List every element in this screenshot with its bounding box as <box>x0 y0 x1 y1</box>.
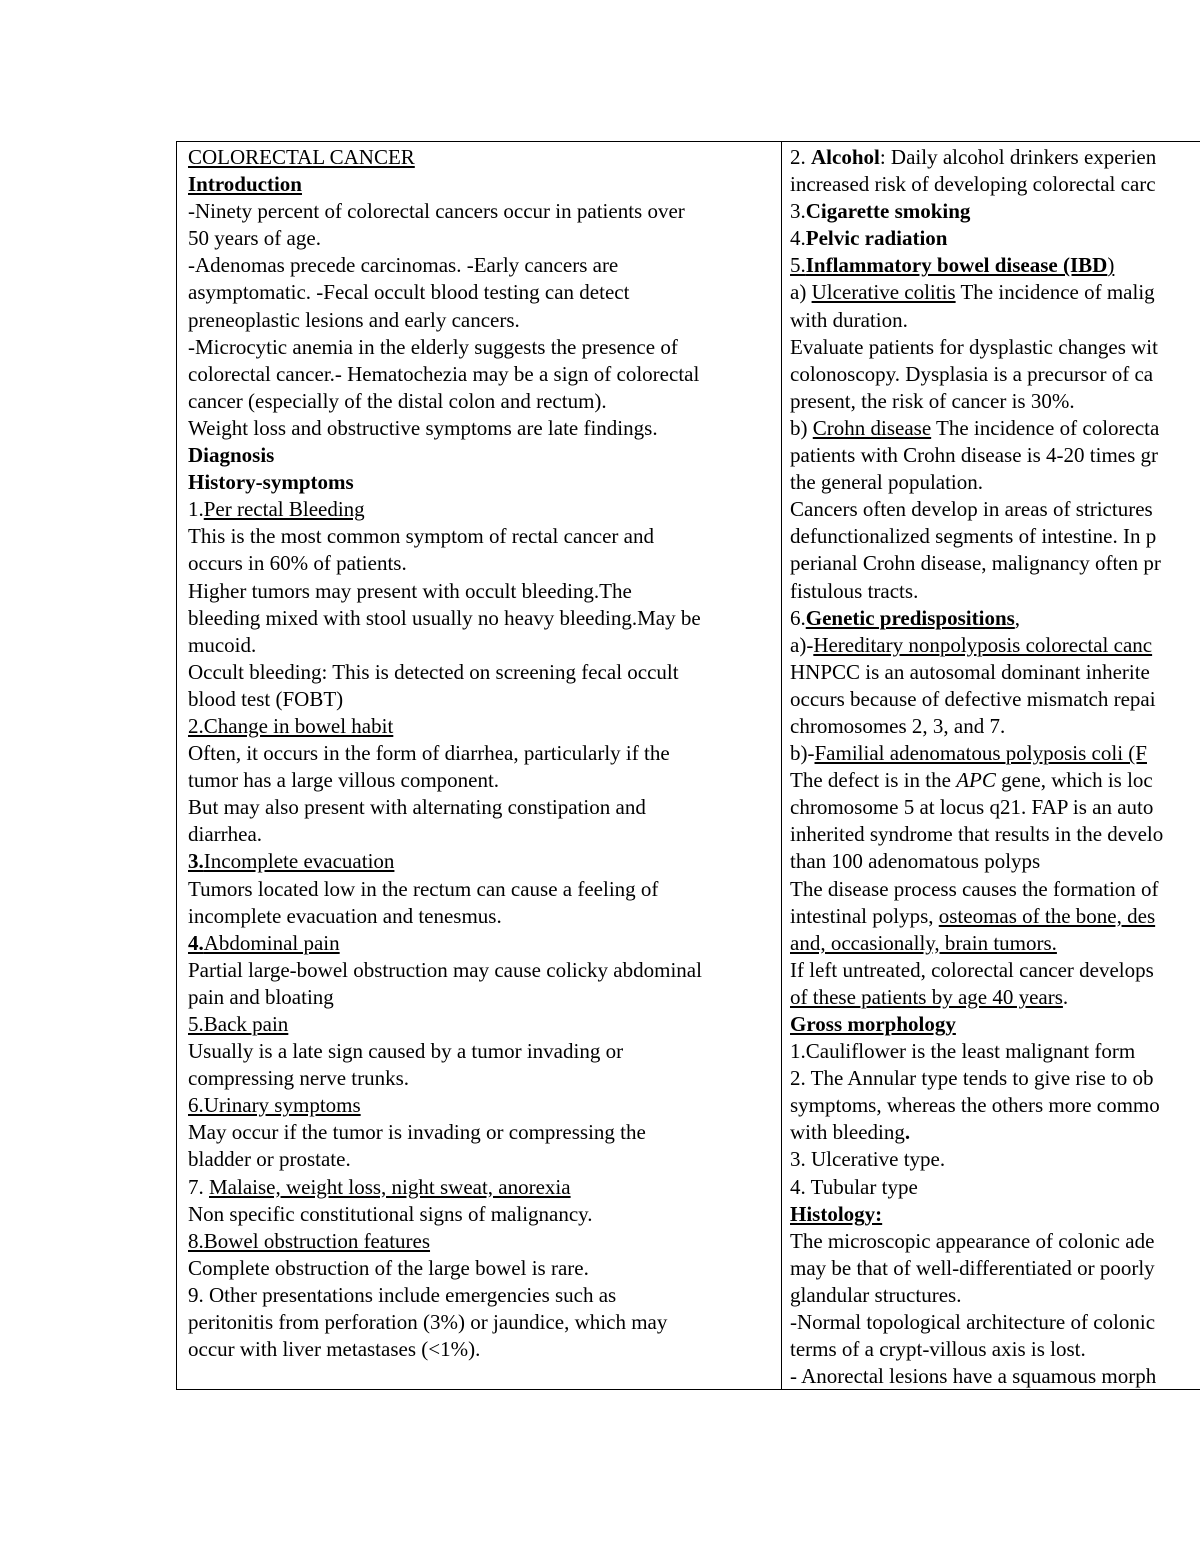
text-line <box>188 1011 702 1038</box>
text-run: than 100 adenomatous polyps <box>790 849 1041 874</box>
text-run: 3. <box>188 849 204 874</box>
text-run: intestinal polyps, <box>790 903 939 928</box>
text-line <box>790 144 1163 171</box>
text-run: Abdominal pain <box>203 930 340 955</box>
text-line <box>790 1146 1163 1173</box>
text-run: May occur if the tumor is invading or compressing the <box>188 1120 646 1145</box>
text-run: APC <box>956 768 996 793</box>
text-run: -Ninety percent of colorectal cancers occur in patients over <box>188 199 685 224</box>
text-line <box>790 415 1163 442</box>
text-run: and, occasionally, brain tumors. <box>790 930 1057 955</box>
text-run: 1.Cauliflower is the least malignant form <box>790 1039 1136 1064</box>
text-run: Malaise, weight loss, night sweat, anorexia <box>209 1174 571 1199</box>
text-run: occurs because of defective mismatch repai <box>790 686 1156 711</box>
text-run: occurs in 60% of patients. <box>188 551 407 576</box>
text-line <box>188 1201 702 1228</box>
text-run: 7. <box>188 1174 209 1199</box>
text-line <box>188 225 702 252</box>
text-run: 9. Other presentations include emergencies such as <box>188 1282 617 1307</box>
text-run: symptoms, whereas the others more commo <box>790 1093 1160 1118</box>
text-run: 4. Tubular type <box>790 1174 918 1199</box>
text-run: This is the most common symptom of rectal cancer and <box>188 524 654 549</box>
text-line <box>188 334 702 361</box>
text-run: Genetic predispositions <box>805 605 1015 630</box>
text-run: Complete obstruction of the large bowel is rare. <box>188 1255 589 1280</box>
text-line <box>188 740 702 767</box>
text-run: , <box>1014 605 1021 630</box>
text-run: 3. <box>790 199 806 224</box>
text-run: may be that of well-differentiated or poorly <box>790 1255 1155 1280</box>
text-run: with duration. <box>790 307 908 332</box>
text-line <box>188 496 702 523</box>
text-run: increased risk of developing colorectal carc <box>790 172 1156 197</box>
text-line <box>790 198 1163 225</box>
text-run: compressing nerve trunks. <box>188 1066 410 1091</box>
text-line <box>790 1309 1163 1336</box>
text-line <box>790 1228 1163 1255</box>
text-line <box>188 713 702 740</box>
text-run: Higher tumors may present with occult bleeding.The <box>188 578 632 603</box>
text-run: tumor has a large villous component. <box>188 768 500 793</box>
text-line <box>188 984 702 1011</box>
text-run: 6.Urinary symptoms <box>188 1093 361 1118</box>
text-line <box>790 876 1163 903</box>
text-line <box>188 632 702 659</box>
text-line <box>790 496 1163 523</box>
text-line <box>790 821 1163 848</box>
text-run: . <box>904 1120 911 1145</box>
text-run: Alcohol <box>811 145 880 169</box>
text-run: Histology: <box>790 1201 883 1226</box>
text-line <box>790 1255 1163 1282</box>
text-line <box>188 686 702 713</box>
text-run: 4. <box>790 226 806 251</box>
text-line <box>188 307 702 334</box>
text-line <box>188 1228 702 1255</box>
text-run: If left untreated, colorectal cancer develops <box>790 957 1154 982</box>
text-run: diarrhea. <box>188 822 263 847</box>
text-line <box>790 1336 1163 1363</box>
text-line <box>790 550 1163 577</box>
text-run: The incidence of malig <box>955 280 1155 305</box>
text-run: peritonitis from perforation (3%) or jaundice, which may <box>188 1310 668 1335</box>
text-line <box>188 550 702 577</box>
text-line <box>790 1174 1163 1201</box>
text-run: b)- <box>790 741 815 766</box>
text-run: preneoplastic lesions and early cancers. <box>188 307 520 332</box>
text-run: terms of a crypt-villous axis is lost. <box>790 1337 1086 1362</box>
text-run: colonoscopy. Dysplasia is a precursor of ca <box>790 361 1154 386</box>
text-run: present, the risk of cancer is 30%. <box>790 388 1075 413</box>
text-line <box>188 361 702 388</box>
text-line <box>790 334 1163 361</box>
text-run: Tumors located low in the rectum can cause a feeling of <box>188 876 659 901</box>
text-line <box>188 1255 702 1282</box>
text-line <box>188 388 702 415</box>
text-run: asymptomatic. -Fecal occult blood testing can detect <box>188 280 630 305</box>
text-line <box>188 659 702 686</box>
text-line <box>790 713 1163 740</box>
text-run: COLORECTAL CANCER <box>188 145 415 169</box>
text-run: colorectal cancer.- Hematochezia may be a sign of colorectal <box>188 361 700 386</box>
text-run: Usually is a late sign caused by a tumor invading or <box>188 1039 624 1064</box>
text-run: glandular structures. <box>790 1282 962 1307</box>
left-column-text <box>188 144 702 1363</box>
text-run: 2. <box>790 145 811 169</box>
text-run: 4. <box>188 930 204 955</box>
text-run: the general population. <box>790 470 984 495</box>
text-run: Incomplete evacuation <box>203 849 395 874</box>
text-run: The microscopic appearance of colonic ade <box>790 1228 1155 1253</box>
text-run: : Daily alcohol drinkers experien <box>879 145 1157 169</box>
text-line <box>188 848 702 875</box>
text-line <box>188 1038 702 1065</box>
text-line <box>188 876 702 903</box>
text-line <box>790 1092 1163 1119</box>
text-line <box>790 848 1163 875</box>
text-run: -Microcytic anemia in the elderly suggests the presence of <box>188 334 678 359</box>
text-line <box>188 903 702 930</box>
text-run: Evaluate patients for dysplastic changes wit <box>790 334 1158 359</box>
text-line <box>188 1065 702 1092</box>
text-run: -Normal topological architecture of colonic <box>790 1310 1156 1335</box>
text-line <box>790 361 1163 388</box>
text-line <box>188 767 702 794</box>
text-line <box>188 1174 702 1201</box>
text-line <box>188 821 702 848</box>
text-run: HNPCC is an autosomal dominant inherite <box>790 659 1150 684</box>
text-run: Per rectal Bleeding <box>203 497 365 522</box>
text-line <box>790 1038 1163 1065</box>
text-line <box>188 1282 702 1309</box>
text-run: Weight loss and obstructive symptoms are late findings. <box>188 415 658 440</box>
text-line <box>790 578 1163 605</box>
text-line <box>188 1119 702 1146</box>
text-run: -Adenomas precede carcinomas. -Early cancers are <box>188 253 619 278</box>
text-run: The incidence of colorecta <box>931 415 1160 440</box>
text-line <box>188 415 702 442</box>
text-run: of these patients by age 40 years <box>790 984 1063 1009</box>
text-run: 6. <box>790 605 806 630</box>
text-line <box>188 442 702 469</box>
text-line <box>188 469 702 496</box>
text-line <box>188 144 702 171</box>
text-line <box>790 388 1163 415</box>
text-line <box>790 957 1163 984</box>
text-line <box>188 930 702 957</box>
text-line <box>790 1119 1163 1146</box>
text-run: - Anorectal lesions have a squamous morph <box>790 1364 1157 1389</box>
text-line <box>790 740 1163 767</box>
text-run: inherited syndrome that results in the develo <box>790 822 1164 847</box>
text-run: perianal Crohn disease, malignancy often pr <box>790 551 1161 576</box>
text-run: Partial large-bowel obstruction may cause colicky abdominal <box>188 957 702 982</box>
text-run: bladder or prostate. <box>188 1147 351 1172</box>
text-run: patients with Crohn disease is 4-20 times gr <box>790 443 1159 468</box>
text-line <box>790 1282 1163 1309</box>
text-line <box>790 171 1163 198</box>
text-line <box>790 903 1163 930</box>
text-run: 2.Change in bowel habit <box>188 713 394 738</box>
text-line <box>790 632 1163 659</box>
left-column <box>176 142 782 1389</box>
text-run: mucoid. <box>188 632 257 657</box>
text-line <box>188 198 702 225</box>
text-run: with bleeding <box>790 1120 905 1145</box>
text-line <box>790 225 1163 252</box>
text-run: Familial adenomatous polyposis coli (F <box>814 741 1147 766</box>
text-line <box>188 605 702 632</box>
text-run: Diagnosis <box>188 443 275 468</box>
text-run: a)- <box>790 632 814 657</box>
text-run: 1. <box>188 497 204 522</box>
text-run: defunctionalized segments of intestine. In p <box>790 524 1157 549</box>
text-run: occur with liver metastases (<1%). <box>188 1337 481 1362</box>
text-run: . <box>1062 984 1069 1009</box>
text-line <box>790 605 1163 632</box>
text-run: pain and bloating <box>188 984 334 1009</box>
text-line <box>790 930 1163 957</box>
text-run: blood test (FOBT) <box>188 686 344 711</box>
text-line <box>790 442 1163 469</box>
text-line <box>790 767 1163 794</box>
text-run: Crohn disease <box>812 415 932 440</box>
text-run: Non specific constitutional signs of malignancy. <box>188 1201 593 1226</box>
text-run: ) <box>1107 253 1115 278</box>
text-run: Occult bleeding: This is detected on screening fecal occult <box>188 659 679 684</box>
text-run: The disease process causes the formation of <box>790 876 1159 901</box>
text-line <box>188 171 702 198</box>
right-column <box>781 142 1200 1389</box>
text-run: Inflammatory bowel disease (IBD <box>805 253 1108 278</box>
text-run: a) <box>790 280 812 305</box>
right-column-text <box>790 144 1163 1390</box>
text-run: osteomas of the bone, des <box>938 903 1156 928</box>
text-run: The defect is in the <box>790 768 957 793</box>
text-run: 8.Bowel obstruction features <box>188 1228 431 1253</box>
text-line <box>188 1092 702 1119</box>
text-line <box>188 523 702 550</box>
text-line <box>790 1363 1163 1390</box>
text-run: bleeding mixed with stool usually no heavy bleeding.May be <box>188 605 701 630</box>
text-run: chromosome 5 at locus q21. FAP is an auto <box>790 795 1154 820</box>
text-line <box>188 578 702 605</box>
text-run: gene, which is loc <box>995 768 1153 793</box>
text-line <box>790 984 1163 1011</box>
text-line <box>790 279 1163 306</box>
text-run: Cancers often develop in areas of strictures <box>790 497 1153 522</box>
text-line <box>790 523 1163 550</box>
text-run: Introduction <box>188 172 302 197</box>
text-line <box>790 469 1163 496</box>
text-run: Cigarette smoking <box>805 199 971 224</box>
text-run: Pelvic radiation <box>805 226 948 251</box>
text-run: 50 years of age. <box>188 226 321 251</box>
text-line <box>790 659 1163 686</box>
text-run: Gross morphology <box>790 1012 956 1036</box>
text-run: Often, it occurs in the form of diarrhea, particularly if the <box>188 741 670 766</box>
text-line <box>188 1336 702 1363</box>
text-line <box>790 252 1163 279</box>
text-run: 3. Ulcerative type. <box>790 1147 946 1172</box>
text-run: Ulcerative colitis <box>811 280 956 305</box>
text-run: incomplete evacuation and tenesmus. <box>188 903 502 928</box>
document-table <box>176 141 1200 1390</box>
text-line <box>188 1146 702 1173</box>
text-line <box>790 794 1163 821</box>
text-line <box>188 1309 702 1336</box>
text-run: 5.Back pain <box>188 1012 289 1036</box>
text-line <box>790 1065 1163 1092</box>
text-run: cancer (especially of the distal colon and rectum). <box>188 388 607 413</box>
text-line <box>188 252 702 279</box>
text-run: 2. The Annular type tends to give rise to ob <box>790 1066 1154 1091</box>
text-run: 5. <box>790 253 806 278</box>
text-line <box>790 686 1163 713</box>
text-line <box>790 1201 1163 1228</box>
text-run: fistulous tracts. <box>790 578 919 603</box>
text-line <box>790 1011 1163 1038</box>
text-line <box>188 794 702 821</box>
text-line <box>188 957 702 984</box>
text-run: Hereditary nonpolyposis colorectal canc <box>813 632 1153 657</box>
text-line <box>790 307 1163 334</box>
text-run: History-symptoms <box>188 470 354 495</box>
text-run: But may also present with alternating constipation and <box>188 795 646 820</box>
text-run: b) <box>790 415 813 440</box>
text-line <box>188 279 702 306</box>
text-run: chromosomes 2, 3, and 7. <box>790 713 1006 738</box>
